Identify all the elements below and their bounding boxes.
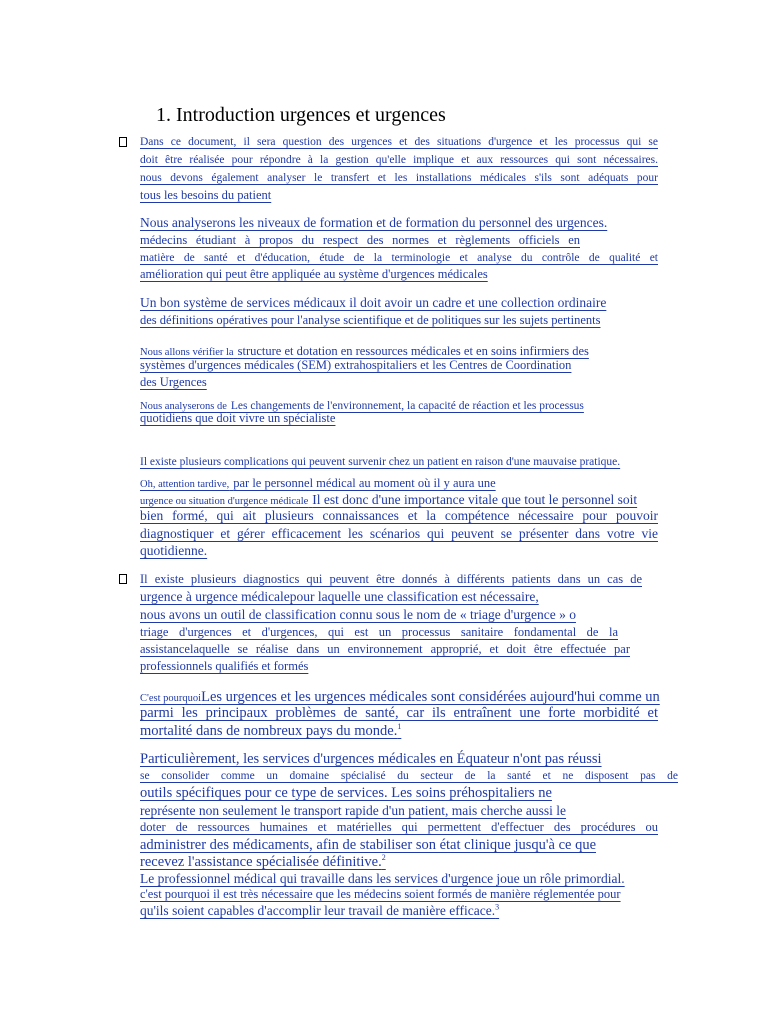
text-line: administrer des médicaments, afin de stabiliser son état clinique jusqu'à ce que	[140, 837, 596, 853]
text-fragment: Nous analyserons de	[140, 401, 227, 412]
text-line: nous avons un outil de classification connu sous le nom de « triage d'urgence » o	[140, 607, 576, 622]
text-fragment: urgence ou situation d'urgence médicale	[140, 496, 309, 507]
text-line: Dans ce document, il sera question des urgences et des situations d'urgence et les processus qui se	[140, 136, 658, 148]
text-line	[140, 855, 386, 871]
text-line	[140, 904, 499, 919]
text-line: professionnels qualifiés et formés	[140, 659, 309, 673]
text-line: urgence à urgence médicalepour laquelle une classification est nécessaire,	[140, 589, 539, 604]
text-fragment: Oh, attention tardive,	[140, 479, 230, 490]
text-line: amélioration qui peut être appliquée au système d'urgences médicales	[140, 267, 488, 281]
text-fragment: structure et dotation en ressources médicales et en soins infirmiers des	[237, 344, 589, 358]
text-line: bien formé, qui ait plusieurs connaissances et la compétence nécessaire pour pouvoir	[140, 508, 658, 523]
bullet-icon	[119, 574, 127, 584]
text-line: tous les besoins du patient	[140, 188, 272, 202]
text-line: Il existe plusieurs diagnostics qui peuvent être donnés à différents patients dans un cas de	[140, 572, 642, 586]
text-line	[140, 724, 401, 740]
text-fragment: Les urgences et les urgences médicales sont considérées aujourd'hui comme un	[201, 689, 660, 705]
text-line: se consolider comme un domaine spécialisé du secteur de la santé et ne disposent pas de	[140, 770, 678, 782]
text-fragment: Nous allons vérifier la	[140, 347, 234, 358]
text-line: Le professionnel médical qui travaille dans les services d'urgence joue un rôle primordial.	[140, 871, 625, 886]
text-line	[140, 688, 660, 706]
text-line: quotidienne.	[140, 543, 208, 558]
text-line: c'est pourquoi il est très nécessaire que les médecins soient formés de manière réglementée pour	[140, 887, 621, 901]
text-line: diagnostiquer et gérer efficacement les scénarios qui peuvent se présenter dans votre vie	[140, 526, 658, 541]
text-line: Il existe plusieurs complications qui peuvent survenir chez un patient en raison d'une mauvaise pratique.	[140, 456, 621, 468]
text-line: assistancelaquelle se réalise dans un environnement approprié, et doit être effectuée par	[140, 642, 630, 656]
text-fragment: Les changements de l'environnement, la capacité de réaction et les processus	[230, 400, 584, 412]
text-fragment: qu'ils soient capables d'accomplir leur travail de manière efficace.	[140, 903, 496, 918]
text-line: outils spécifiques pour ce type de services. Les soins préhospitaliers ne	[140, 785, 552, 801]
text-line: doter de ressources humaines et matérielles qui permettent d'effectuer des procédures ou	[140, 820, 658, 834]
footnote-ref: 2	[381, 853, 386, 863]
bullet-icon	[119, 137, 127, 147]
text-line: médecins étudiant à propos du respect des normes et règlements officiels en	[140, 233, 580, 247]
text-line: Nous analyserons les niveaux de formation et de formation du personnel des urgences.	[140, 215, 608, 230]
text-fragment: par le personnel médical au moment où il y aura une	[233, 476, 496, 490]
text-fragment: recevez l'assistance spécialisée définitive.	[140, 854, 382, 870]
text-line	[140, 342, 589, 360]
text-line: représente non seulement le transport rapide d'un patient, mais cherche aussi le	[140, 803, 567, 818]
text-line: Un bon système de services médicaux il doit avoir un cadre et une collection ordinaire	[140, 295, 607, 310]
text-line: systèmes d'urgences médicales (SEM) extrahospitaliers et les Centres de Coordination	[140, 358, 572, 372]
text-line: triage d'urgences et d'urgences, qui est un processus sanitaire fondamental de la	[140, 625, 618, 639]
text-line: des définitions opératives pour l'analyse scientifique et de politiques sur les sujets pertinents	[140, 313, 601, 327]
text-fragment: C'est pourquoi	[140, 693, 202, 704]
text-fragment: mortalité dans de nombreux pays du monde.	[140, 723, 398, 739]
text-line	[140, 491, 637, 509]
footnote-ref: 3	[495, 902, 500, 912]
text-line: matière de santé et d'éducation, étude de la terminologie et analyse du contrôle de qualité et	[140, 252, 658, 264]
footnote-ref: 1	[397, 722, 402, 732]
text-line: quotidiens que doit vivre un spécialiste	[140, 411, 336, 425]
section-heading: 1. Introduction urgences et urgences	[156, 104, 446, 126]
text-line: parmi les principaux problèmes de santé, car ils entraînent une forte morbidité et	[140, 705, 658, 721]
text-line: nous devons également analyser le transfert et les installations médicales s'ils sont adéquats pour	[140, 172, 658, 184]
text-line: des Urgences	[140, 375, 207, 389]
text-fragment: Il est donc d'une importance vitale que tout le personnel soit	[312, 492, 638, 507]
text-line	[140, 474, 496, 492]
text-line: doit être réalisée pour répondre à la gestion qu'elle implique et aux ressources qui sont nécessaires.	[140, 154, 658, 166]
text-line: Particulièrement, les services d'urgences médicales en Équateur n'ont pas réussi	[140, 751, 602, 767]
